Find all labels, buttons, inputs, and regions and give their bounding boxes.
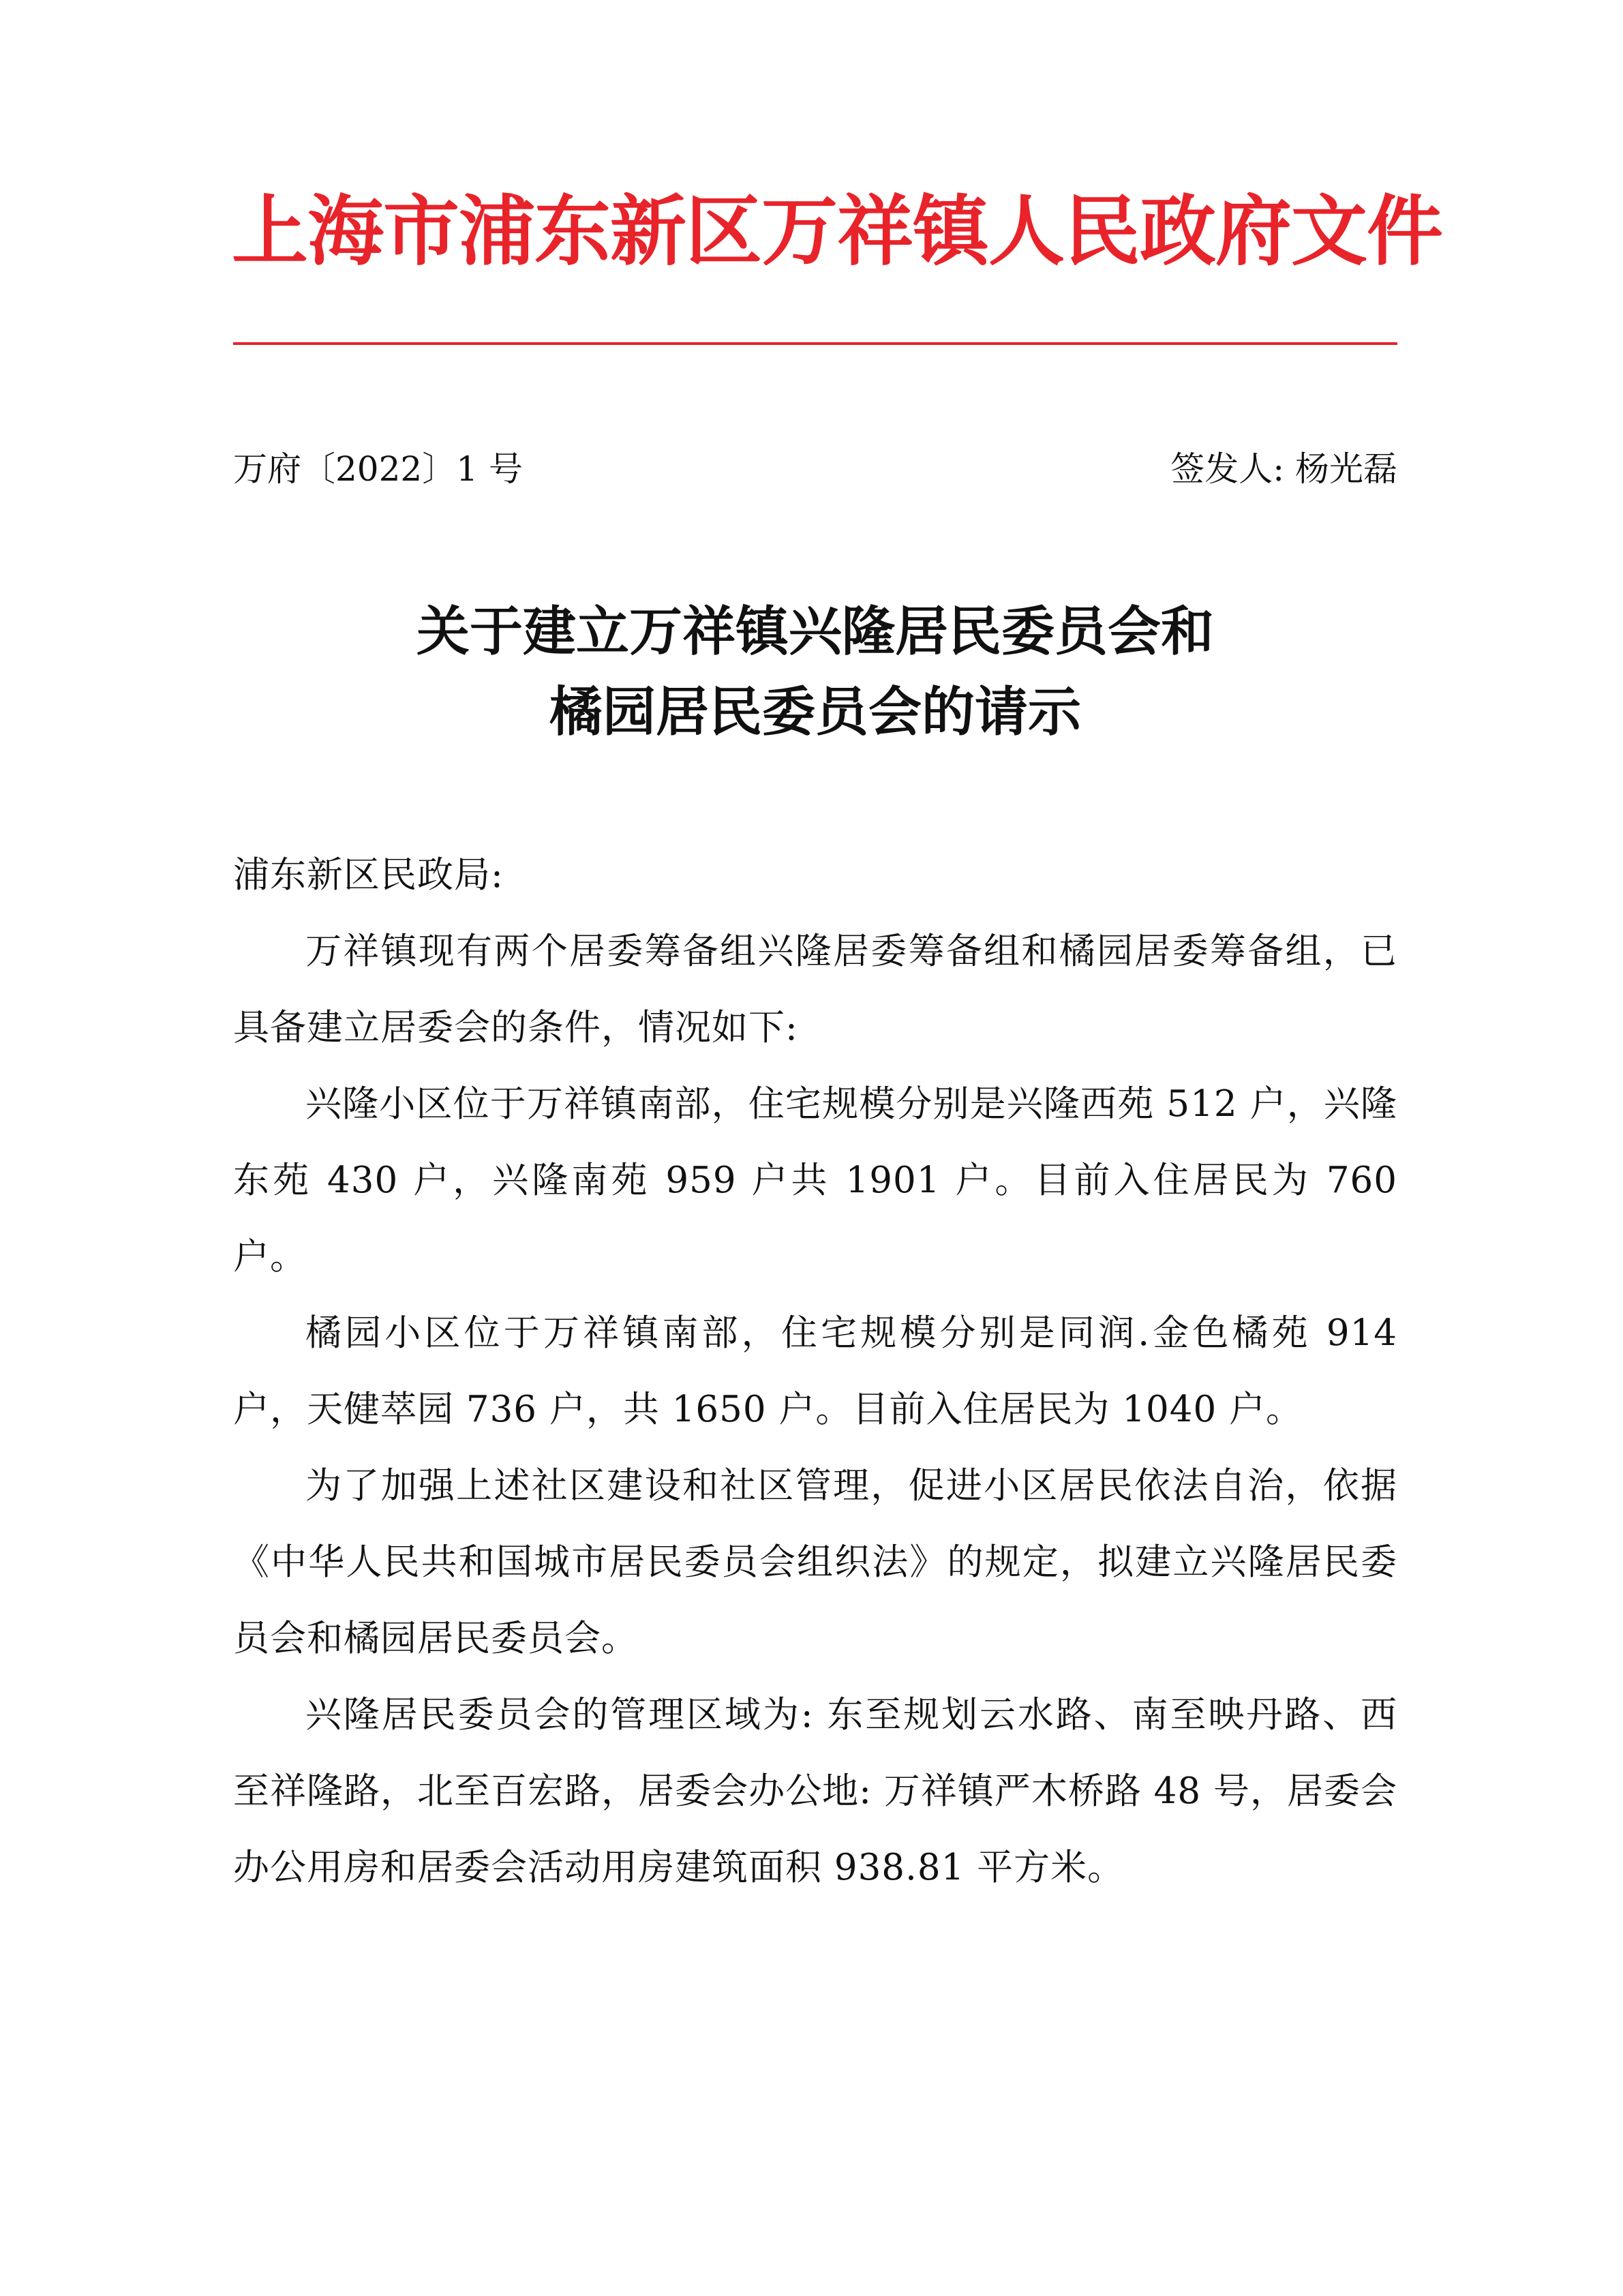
document-body xyxy=(233,837,1397,1906)
document-title-line-2: 橘园居民委员会的请示 xyxy=(549,682,1081,743)
paragraph-4: 为了加强上述社区建设和社区管理，促进小区居民依法自治，依据《中华人民共和国城市居民委员会组织法》的规定，拟建立兴隆居民委员会和橘园居民委员会。 xyxy=(233,1465,1397,1659)
paragraph-3: 橘园小区位于万祥镇南部，住宅规模分别是同润.金色橘苑 914 户，天健萃园 736 户，共 1650 户。目前入住居民为 1040 户。 xyxy=(233,1312,1397,1430)
paragraph-5: 兴隆居民委员会的管理区域为: 东至规划云水路、南至映丹路、西至祥隆路，北至百宏路，居委会办公地: 万祥镇严木桥路 48 号，居委会办公用房和居委会活动用房建筑面积 938.81 平方米。 xyxy=(233,1694,1397,1888)
paragraph-2: 兴隆小区位于万祥镇南部，住宅规模分别是兴隆西苑 512 户，兴隆东苑 430 户，兴隆南苑 959 户共 1901 户。目前入住居民为 760 户。 xyxy=(233,1083,1397,1278)
document-meta xyxy=(233,442,1397,496)
document-number: 万府〔2022〕1 号 xyxy=(233,449,523,489)
document-title xyxy=(233,592,1397,753)
signer: 签发人: 杨光磊 xyxy=(1170,449,1397,489)
issuer-title: 上海市浦东新区万祥镇人民政府文件 xyxy=(232,187,1442,276)
red-divider xyxy=(233,342,1397,345)
salutation: 浦东新区民政局: xyxy=(233,854,504,896)
document-title-line-1: 关于建立万祥镇兴隆居民委员会和 xyxy=(416,601,1214,663)
paragraph-1: 万祥镇现有两个居委筹备组兴隆居委筹备组和橘园居委筹备组，已具备建立居委会的条件，情况如下: xyxy=(233,931,1397,1048)
